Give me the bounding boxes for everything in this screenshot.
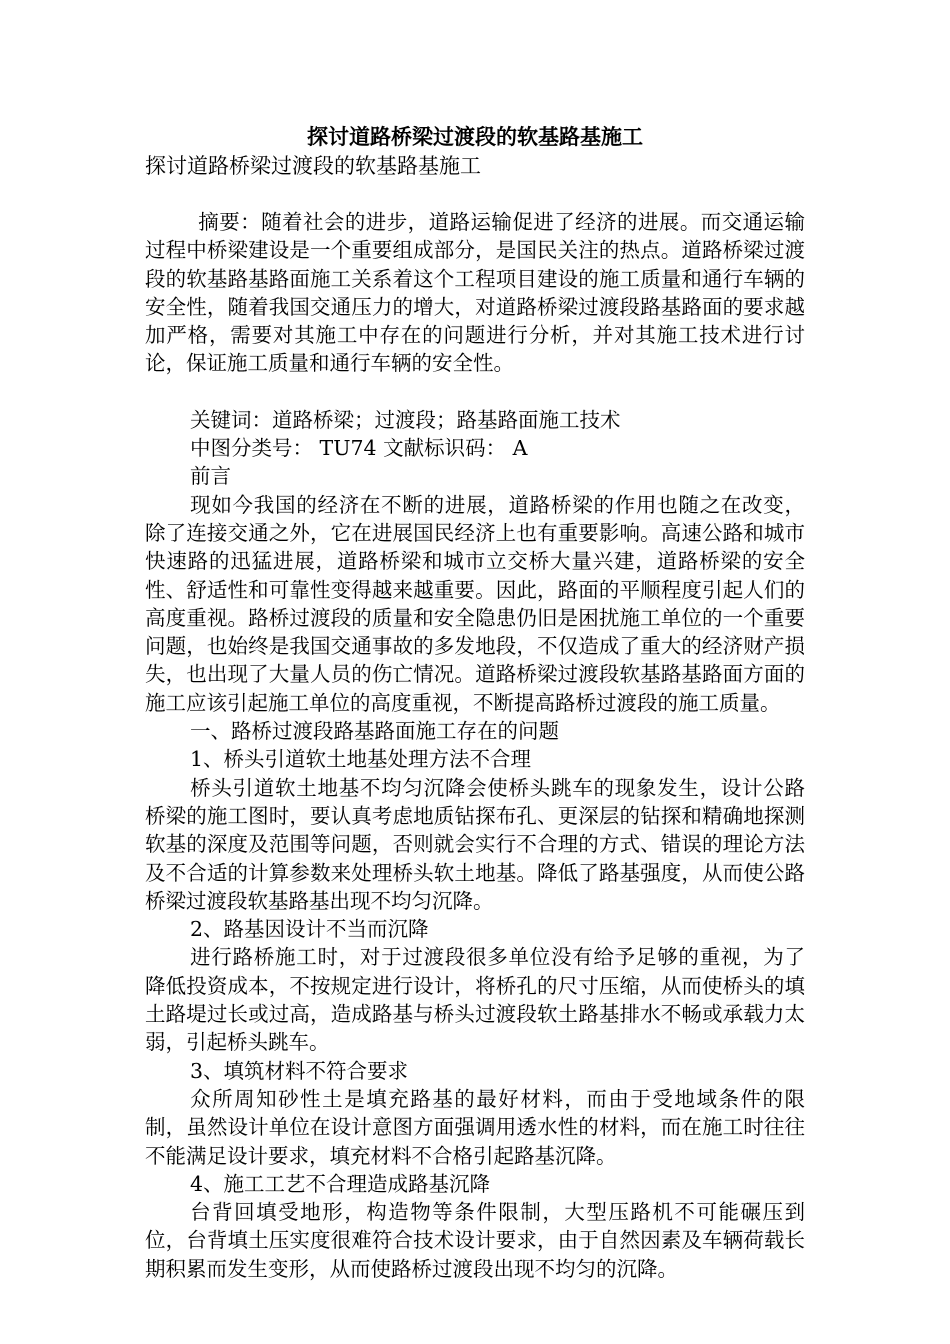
- item4-body: 台背回填受地形，构造物等条件限制，大型压路机不可能碾压到位，台背填土压实度很难符合技术设计要求，由于自然因素及车辆荷载长期积累而发生变形，从而使路桥过渡段出现不均匀的沉降。: [145, 1200, 805, 1281]
- preface-paragraph: 现如今我国的经济在不断的进展，道路桥梁的作用也随之在改变，除了连接交通之外，它在进展国民经济上也有重要影响。高速公路和城市快速路的迅猛进展，道路桥梁和城市立交桥大量兴建，道路桥梁的安全性、舒适性和可靠性变得越来越重要。因此，路面的平顺程度引起人们的高度重视。路桥过渡段的质量和安全隐患仍旧是困扰施工单位的一个重要问题，也始终是我国交通事故的多发地段，不仅造成了重大的经济财产损失，也出现了大量人员的伤亡情况。道路桥梁过渡段软基路基路面方面的施工应该引起施工单位的高度重视，不断提高路桥过渡段的施工质量。: [145, 492, 805, 715]
- document-page: [145, 122, 805, 1283]
- document-subtitle: 探讨道路桥梁过渡段的软基路基施工: [145, 154, 481, 178]
- item1-body: 桥头引道软土地基不均匀沉降会使桥头跳车的现象发生，设计公路桥梁的施工图时，要认真考虑地质钻探布孔、更深层的钻探和精确地探测软基的深度及范围等问题，否则就会实行不合理的方式、错误的理论方法及不合适的计算参数来处理桥头软土地基。降低了路基强度，从而使公路桥梁过渡段软基路基出现不均匀沉降。: [145, 775, 805, 913]
- classification-line: 中图分类号： TU74 文献标识码： A: [190, 436, 528, 461]
- item3-heading: 3、填筑材料不符合要求: [190, 1058, 409, 1083]
- document-title: 探讨道路桥梁过渡段的软基路基施工: [307, 124, 643, 149]
- blank-line: [145, 180, 805, 208]
- section1-heading: 一、路桥过渡段路基路面施工存在的问题: [190, 719, 559, 744]
- item2-heading: 2、路基因设计不当而沉降: [190, 917, 429, 942]
- item3-body: 众所周知砂性土是填充路基的最好材料，而由于受地域条件的限制，虽然设计单位在设计意图方面强调用透水性的材料，而在施工时往往不能满足设计要求，填充材料不合格引起路基沉降。: [145, 1086, 805, 1168]
- keywords-line: 关键词：道路桥梁；过渡段；路基路面施工技术: [190, 407, 621, 432]
- abstract-paragraph: 摘要：随着社会的进步，道路运输促进了经济的进展。而交通运输过程中桥梁建设是一个重要组成部分，是国民关注的热点。道路桥梁过渡段的软基路基路面施工关系着这个工程项目建设的施工质量和通行车辆的安全性，随着我国交通压力的增大，对道路桥梁过渡段路基路面的要求越加严格，需要对其施工中存在的问题进行分析，并对其施工技术进行讨论，保证施工质量和通行车辆的安全性。: [145, 210, 805, 376]
- item4-heading: 4、施工工艺不合理造成路基沉降: [190, 1171, 491, 1196]
- blank-line: [145, 378, 805, 406]
- preface-heading: 前言: [190, 464, 231, 489]
- item1-heading: 1、桥头引道软土地基处理方法不合理: [190, 747, 532, 772]
- item2-body: 进行路桥施工时，对于过渡段很多单位没有给予足够的重视，为了降低投资成本，不按规定进行设计，将桥孔的尺寸压缩，从而使桥头的填土路堤过长或过高，造成路基与桥头过渡段软土路基排水不畅或承载力太弱，引起桥头跳车。: [145, 945, 805, 1055]
